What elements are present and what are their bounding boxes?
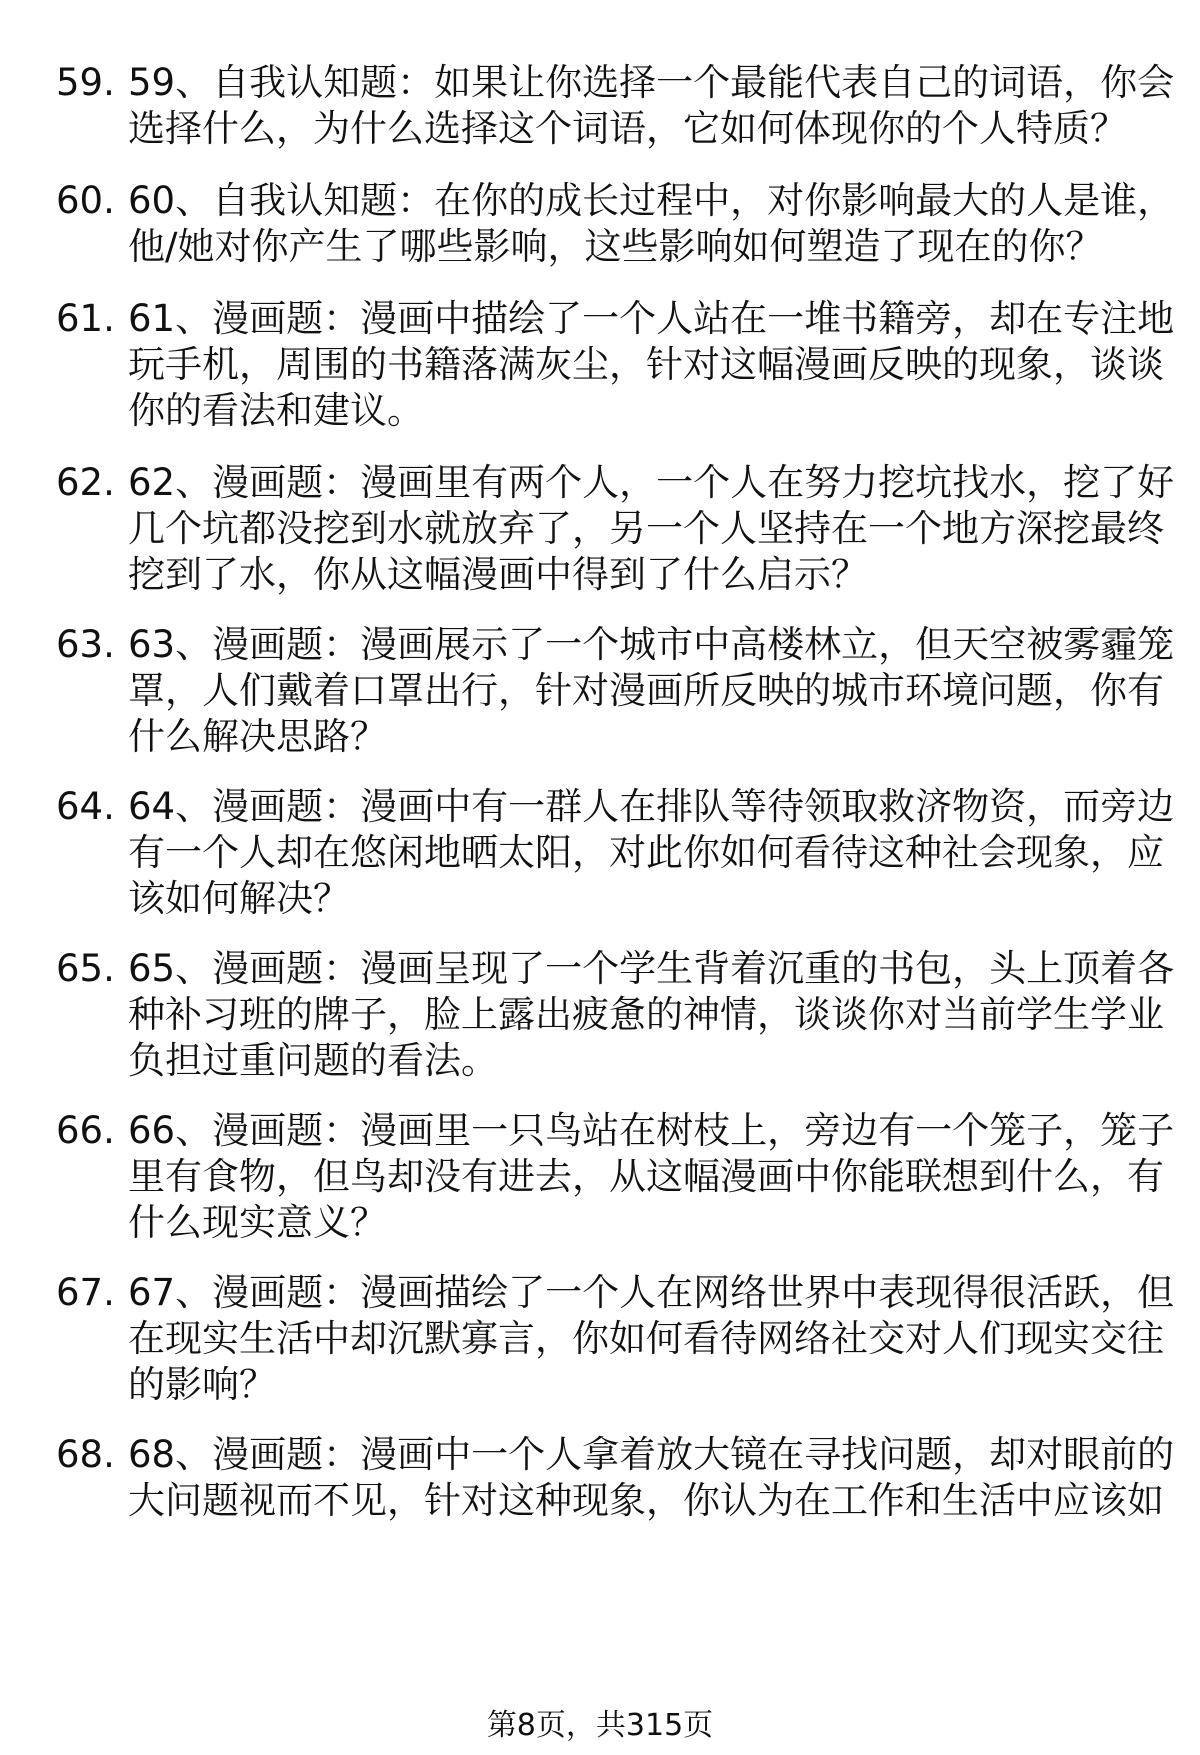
question-text-line: 大问题视而不见，针对这种现象，你认为在工作和生活中应该如 xyxy=(128,1479,1164,1522)
question-text-line: 你的看法和建议。 xyxy=(128,389,424,432)
question-number: 60. xyxy=(56,179,115,222)
question-text xyxy=(128,784,1200,922)
question-text-line: 62、漫画题：漫画里有两个人，一个人在努力挖坑找水，挖了好 xyxy=(128,461,1175,504)
question-text-line: 几个坑都没挖到水就放弃了，另一个人坚持在一个地方深挖最终 xyxy=(128,507,1164,550)
question-text-line: 的影响？ xyxy=(128,1363,276,1406)
question-text xyxy=(128,1270,1200,1408)
question-text-line: 他/她对你产生了哪些影响，这些影响如何塑造了现在的你？ xyxy=(128,225,1103,268)
page-footer: 第8页，共315页 xyxy=(486,1708,714,1743)
question-text-line: 里有食物，但鸟却没有进去，从这幅漫画中你能联想到什么，有 xyxy=(128,1155,1164,1198)
question-number: 59. xyxy=(56,61,115,104)
question-number: 66. xyxy=(56,1109,115,1152)
question-text xyxy=(128,946,1200,1084)
question-text-line: 选择什么，为什么选择这个词语，它如何体现你的个人特质？ xyxy=(128,107,1127,150)
question-number: 62. xyxy=(56,461,115,504)
question-text-line: 60、自我认知题：在你的成长过程中，对你影响最大的人是谁， xyxy=(128,179,1175,222)
question-text-line: 67、漫画题：漫画描绘了一个人在网络世界中表现得很活跃，但 xyxy=(128,1271,1175,1314)
question-text-line: 该如何解决？ xyxy=(128,877,350,920)
question-text xyxy=(128,296,1200,434)
question-text-line: 64、漫画题：漫画中有一群人在排队等待领取救济物资，而旁边 xyxy=(128,785,1175,828)
question-text-line: 68、漫画题：漫画中一个人拿着放大镜在寻找问题，却对眼前的 xyxy=(128,1433,1175,1476)
question-text xyxy=(128,460,1200,598)
question-text-line: 59、自我认知题：如果让你选择一个最能代表自己的词语，你会 xyxy=(128,61,1175,104)
question-text-line: 61、漫画题：漫画中描绘了一个人站在一堆书籍旁，却在专注地 xyxy=(128,297,1175,340)
question-text-line: 什么解决思路？ xyxy=(128,715,387,758)
question-text-line: 负担过重问题的看法。 xyxy=(128,1039,498,1082)
question-text xyxy=(128,178,1200,270)
question-text-line: 种补习班的牌子，脸上露出疲惫的神情，谈谈你对当前学生学业 xyxy=(128,993,1164,1036)
question-text-line: 在现实生活中却沉默寡言，你如何看待网络社交对人们现实交往 xyxy=(128,1317,1164,1360)
question-text xyxy=(128,60,1200,152)
question-text-line: 罩，人们戴着口罩出行，针对漫画所反映的城市环境问题，你有 xyxy=(128,669,1164,712)
question-text-line: 65、漫画题：漫画呈现了一个学生背着沉重的书包，头上顶着各 xyxy=(128,947,1175,990)
question-text-line: 有一个人却在悠闲地晒太阳，对此你如何看待这种社会现象，应 xyxy=(128,831,1164,874)
question-number: 63. xyxy=(56,623,115,666)
question-text-line: 玩手机，周围的书籍落满灰尘，针对这幅漫画反映的现象，谈谈 xyxy=(128,343,1164,386)
question-text-line: 什么现实意义？ xyxy=(128,1201,387,1244)
question-text xyxy=(128,1432,1200,1524)
question-number: 68. xyxy=(56,1433,115,1476)
question-number: 61. xyxy=(56,297,115,340)
question-text xyxy=(128,622,1200,760)
question-text-line: 63、漫画题：漫画展示了一个城市中高楼林立，但天空被雾霾笼 xyxy=(128,623,1175,666)
question-text-line: 挖到了水，你从这幅漫画中得到了什么启示？ xyxy=(128,553,868,596)
question-number: 67. xyxy=(56,1271,115,1314)
question-number: 65. xyxy=(56,947,115,990)
question-text-line: 66、漫画题：漫画里一只鸟站在树枝上，旁边有一个笼子，笼子 xyxy=(128,1109,1175,1152)
question-text xyxy=(128,1108,1200,1246)
question-number: 64. xyxy=(56,785,115,828)
